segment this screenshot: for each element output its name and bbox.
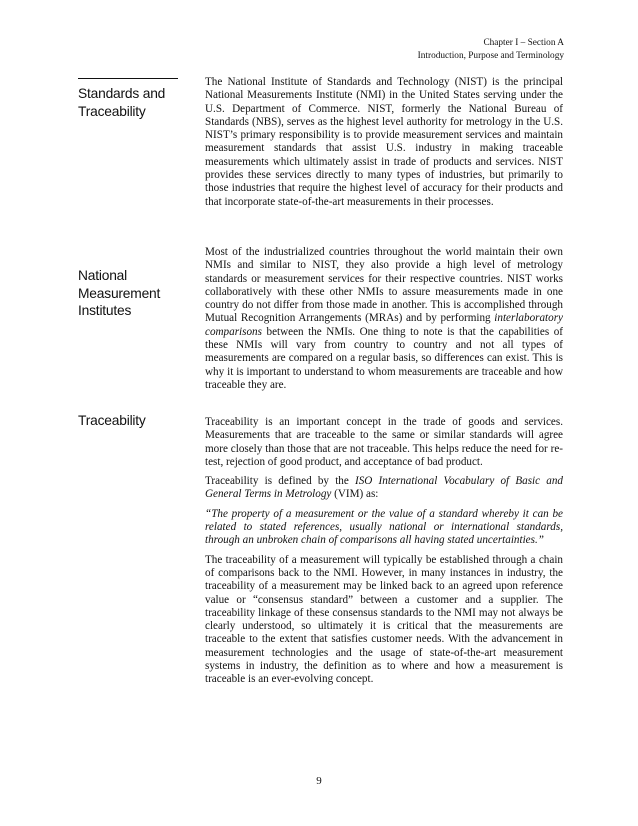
text-run: between the NMIs. One thing to note is that the capabilities of these NMIs will vary from country to country and not all types of measurements are compared on a regular basis, so differences can exist. This is why it is important to understand to whom measurements are traceable and how traceable they are.	[205, 325, 563, 391]
italic-term: interlaboratory comparisons	[205, 312, 563, 338]
text-run: (VIM) as:	[331, 488, 379, 501]
sidehead-nmi	[78, 267, 160, 320]
vim-definition-intro	[205, 475, 563, 502]
nmi-body	[205, 246, 563, 392]
page-number: 9	[316, 775, 322, 787]
text-run: Traceability is defined by the	[205, 475, 356, 488]
sidehead-line: Traceability	[78, 103, 146, 119]
sidehead-traceability	[78, 412, 146, 430]
sidehead-line: Standards and	[78, 86, 166, 101]
vim-quote: “The property of a measurement or the value of a standard whereby it can be related to stated references, usually national or international standards, through an unbroken chain of comparisons all having stated uncertainties.”	[205, 507, 563, 547]
nmi-paragraph	[205, 246, 563, 392]
sidehead-standards	[78, 85, 165, 120]
text-run: Most of the industrialized countries throughout the world maintain their own NMIs and similar to NIST, they also provide a high level of metrology standards or measurement services for their respective countries. NIST works collaboratively with these other NMIs to assure measurements made in one country do not differ from those made in another. This is accomplished through Mutual Recognition Arrangements (MRAs) and by performing	[205, 246, 563, 325]
traceability-body	[205, 416, 563, 687]
standards-paragraph: The National Institute of Standards and Technology (NIST) is the principal National Measurements Institute (NMI) in the United States serving under the U.S. Department of Commerce. NIST, formerly the National Bureau of Standards (NBS), serves as the highest level authority for metrology in the U.S. NIST’s primary responsibility is to provide measurement services and maintain measurement standards that assist U.S. industry in making traceable measurements which ultimately assist in trade of products and services. NIST provides these services directly to many types of industries, but primarily to those industries that require the highest level of accuracy for their products and that incorporate state-of-the-art measurements in their processes.	[205, 76, 563, 208]
italic-title: ISO International Vocabulary of Basic and General Terms in Metrology	[205, 475, 563, 501]
sidehead-line: Traceability	[78, 413, 146, 428]
page-header	[418, 37, 564, 63]
section-label: Introduction, Purpose and Terminology	[417, 51, 564, 61]
sidehead-line: Measurement	[78, 285, 161, 301]
sidebar-rule	[78, 78, 178, 79]
traceability-paragraph: Traceability is an important concept in the trade of goods and services. Measurements that are traceable to the same or similar standards will agree more closely than those that are not traceable. This helps reduce the need for re-test, rejection of good product, and acceptance of bad product.	[205, 416, 563, 468]
chapter-label: Chapter I – Section A	[483, 38, 564, 48]
sidehead-line: Institutes	[78, 303, 132, 318]
traceability-paragraph: The traceability of a measurement will typically be established through a chain of comparisons back to the NMI. However, in many instances in industry, the traceability of a measurement may be linked back to an agreed upon reference value or “consensus standard” between a customer and a supplier. The traceability linkage of these consensus standards to the NMI may not always be clearly understood, so ultimately it is critical that the measurements are traceable to the extent that satisfies customer needs. With the advancement in measurement technologies and the usage of state-of-the-art measurement systems in industry, the definition as to where and how a measurement is traceable is an ever-evolving concept.	[205, 553, 563, 686]
sidehead-line: National	[78, 268, 128, 283]
standards-body	[205, 76, 563, 209]
